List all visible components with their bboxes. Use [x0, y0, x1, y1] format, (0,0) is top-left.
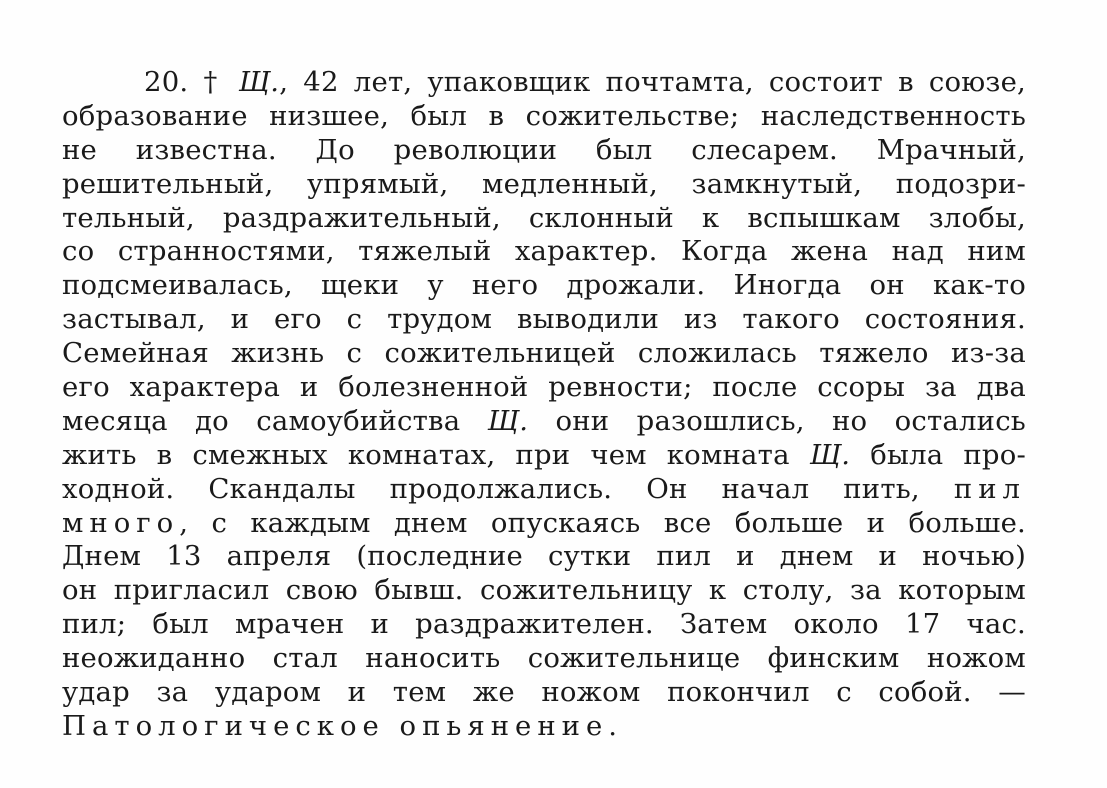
text-line — [62, 337, 1026, 371]
text-run: решительный, упрямый, медленный, замкнутый, подозри- — [62, 167, 1026, 200]
text-line — [62, 371, 1026, 405]
text-line — [62, 507, 1026, 541]
text-run: застывал, и его с трудом выводили из такого состояния. — [62, 303, 1026, 336]
spaced-emphasis: Патологическое опьянение. — [62, 709, 624, 742]
text-line — [62, 202, 1026, 236]
text-line — [62, 676, 1026, 710]
text-run: подсмеивалась, щеки у него дрожали. Иногда он как-то — [62, 269, 1026, 302]
text-run: не известна. До революции был слесарем. Мрачный, — [62, 133, 1026, 166]
text-line — [62, 134, 1026, 168]
text-run: Семейная жизнь с сожительницей сложилась тяжело из-за — [62, 337, 1026, 370]
text-run: удар за ударом и тем же ножом покончил с собой. — — [62, 676, 1026, 709]
text-line — [62, 710, 1026, 744]
text-line — [62, 642, 1026, 676]
text-line — [62, 540, 1026, 574]
text-run: его характера и болезненной ревности; после ссоры за два — [62, 371, 1026, 404]
text-line — [62, 100, 1026, 134]
text-run: неожиданно стал наносить сожительнице финским ножом — [62, 642, 1026, 675]
text-line — [62, 439, 1026, 473]
text-run: тельный, раздражительный, склонный к вспышкам злобы, — [62, 201, 1026, 234]
text-run: пил; был мрачен и раздражителен. Затем около 17 час. — [62, 608, 1026, 641]
italic-name: Щ. — [238, 66, 280, 98]
spaced-emphasis: много — [62, 506, 180, 539]
text-run: Днем 13 апреля (последние сутки пил и днем и ночью) — [62, 540, 1026, 573]
text-run: 20. † — [144, 66, 239, 98]
text-line — [62, 303, 1026, 337]
text-run: , 42 лет, упаковщик почтамта, состоит в союзе, — [279, 66, 1026, 98]
text-line — [62, 168, 1026, 202]
spaced-emphasis: пил — [953, 472, 1026, 505]
text-run: была про- — [850, 438, 1026, 471]
italic-name: Щ. — [809, 438, 851, 471]
text-run: он пригласил свою бывш. сожительницу к столу, за которым — [62, 574, 1026, 607]
text-line — [62, 574, 1026, 608]
text-line — [62, 235, 1026, 269]
case-paragraph — [62, 66, 1026, 744]
text-line — [62, 66, 1026, 100]
text-line — [62, 405, 1026, 439]
text-run: , с каждым днем опускаясь все больше и больше. — [179, 506, 1026, 539]
italic-name: Щ. — [487, 404, 529, 437]
text-run: образование низшее, был в сожительстве; наследственность — [62, 99, 1026, 132]
text-run: месяца до самоубийства — [62, 404, 488, 437]
text-run: ходной. Скандалы продолжались. Он начал пить, — [62, 472, 954, 505]
text-run: со странностями, тяжелый характер. Когда жена над ним — [62, 235, 1026, 268]
text-run: жить в смежных комнатах, при чем комната — [62, 438, 810, 471]
text-line — [62, 473, 1026, 507]
text-run: они разошлись, но остались — [528, 404, 1026, 437]
text-line — [62, 608, 1026, 642]
text-line — [62, 269, 1026, 303]
